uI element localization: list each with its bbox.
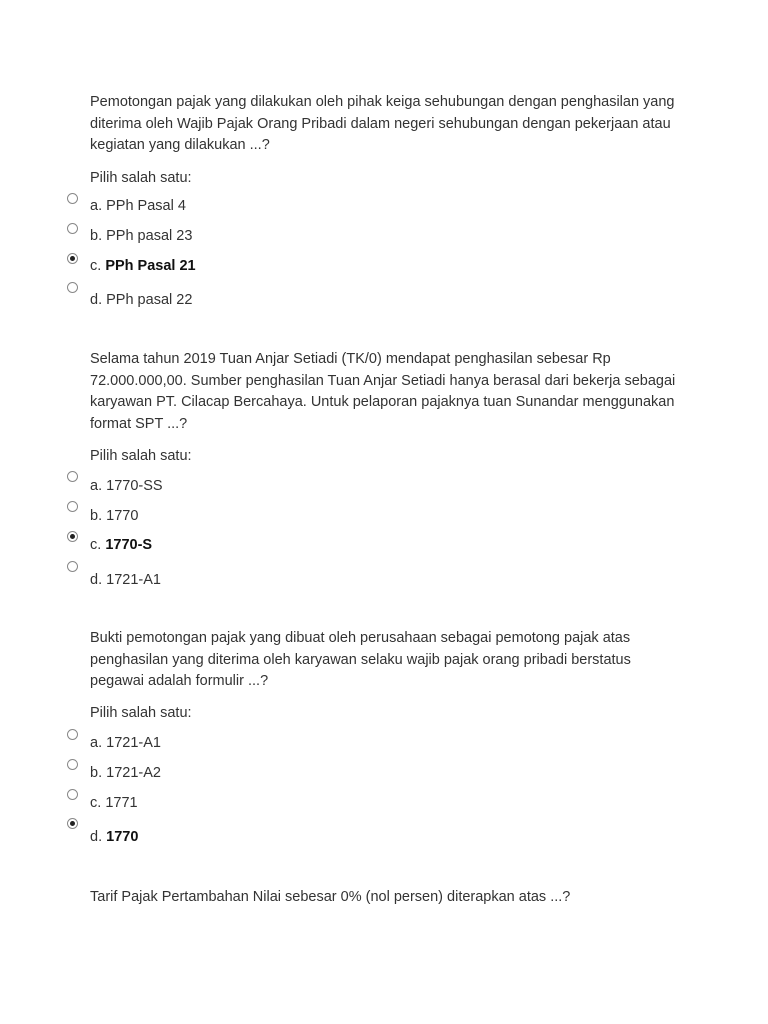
question-text: Pemotongan pajak yang dilakukan oleh pihak keiga sehubungan dengan penghasilan yang diterima oleh Wajib Pajak Orang Pribadi dalam negeri sehubungan dengan pekerjaan atau kegiatan yang dilakukan ...? (90, 94, 675, 153)
option-label[interactable]: a. PPh Pasal 4 (90, 198, 186, 214)
choose-one-prompt: Pilih salah satu: (90, 448, 192, 464)
radio-unselected-icon[interactable] (67, 193, 78, 204)
option-label[interactable]: d. 1770 (90, 829, 139, 845)
option-label[interactable]: c. PPh Pasal 21 (90, 258, 196, 274)
question-text: Bukti pemotongan pajak yang dibuat oleh perusahaan sebagai pemotong pajak atas penghasilan yang diterima oleh karyawan selaku wajib pajak orang pribadi berstatus pegawai adalah formulir ...? (90, 630, 631, 689)
radio-unselected-icon[interactable] (67, 282, 78, 293)
radio-unselected-icon[interactable] (67, 501, 78, 512)
radio-selected-icon[interactable] (67, 818, 78, 829)
option-label[interactable]: a. 1721-A1 (90, 735, 161, 751)
option-label[interactable]: b. 1770 (90, 508, 139, 524)
option-label[interactable]: d. PPh pasal 22 (90, 292, 193, 308)
radio-selected-icon[interactable] (67, 253, 78, 264)
question-text: Selama tahun 2019 Tuan Anjar Setiadi (TK/0) mendapat penghasilan sebesar Rp 72.000.000,00. Sumber penghasilan Tuan Anjar Setiadi hanya berasal dari bekerja sebagai karyawan PT. Cilacap Bercahaya. Untuk pelaporan pajaknya tuan Sunandar menggunakan format SPT ...? (90, 351, 676, 432)
radio-unselected-icon[interactable] (67, 759, 78, 770)
radio-unselected-icon[interactable] (67, 789, 78, 800)
option-label[interactable]: d. 1721-A1 (90, 572, 161, 588)
radio-selected-icon[interactable] (67, 531, 78, 542)
radio-unselected-icon[interactable] (67, 471, 78, 482)
option-label[interactable]: c. 1770-S (90, 537, 153, 553)
choose-one-prompt: Pilih salah satu: (90, 705, 192, 721)
radio-unselected-icon[interactable] (67, 561, 78, 572)
option-label[interactable]: b. 1721-A2 (90, 765, 161, 781)
option-label[interactable]: c. 1771 (90, 795, 138, 811)
radio-unselected-icon[interactable] (67, 729, 78, 740)
option-label[interactable]: a. 1770-SS (90, 478, 163, 494)
option-label[interactable]: b. PPh pasal 23 (90, 228, 193, 244)
radio-unselected-icon[interactable] (67, 223, 78, 234)
choose-one-prompt: Pilih salah satu: (90, 170, 192, 186)
question-text: Tarif Pajak Pertambahan Nilai sebesar 0% (nol persen) diterapkan atas ...? (90, 889, 571, 905)
